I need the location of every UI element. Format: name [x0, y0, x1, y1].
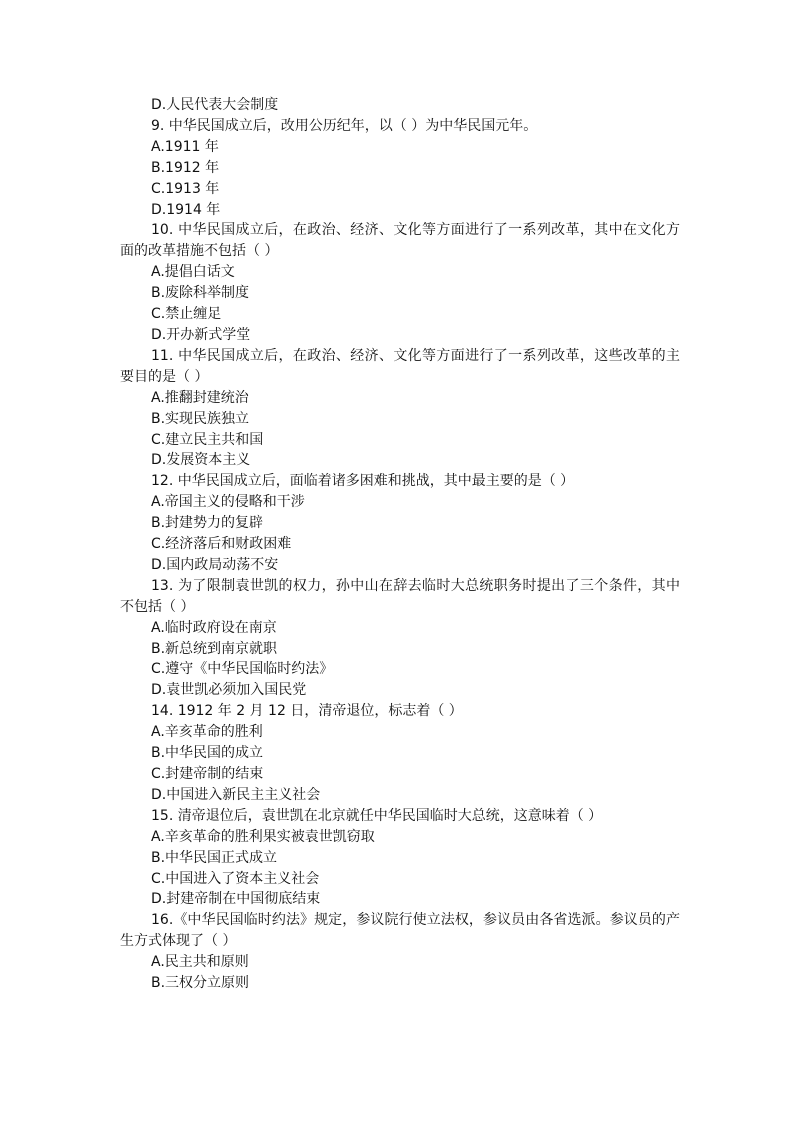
text-line: B.新总统到南京就职 [151, 640, 278, 657]
text-line: D.1914 年 [151, 201, 221, 218]
question-text: 15. 清帝退位后，袁世凯在北京就任中华民国临时大总统，这意味着（ ） [151, 807, 603, 824]
text-line: C.遵守《中华民国临时约法》 [151, 661, 334, 678]
text-line: D.袁世凯必须加入国民党 [151, 682, 307, 699]
text-line: A.帝国主义的侵略和干涉 [151, 494, 305, 511]
question-text: 13. 为了限制袁世凯的权力，孙中山在辞去临时大总统职务时提出了三个条件，其中不包括（ ） [120, 577, 680, 615]
text-line: 12. 中华民国成立后，面临着诸多困难和挑战，其中最主要的是（ ） [151, 473, 575, 490]
text-line: D.人民代表大会制度 [151, 97, 279, 113]
text-line: B.三权分立原则 [151, 975, 250, 992]
text-line: A.辛亥革命的胜利 [151, 724, 263, 741]
text-line: A.辛亥革命的胜利果实被袁世凯窃取 [151, 828, 375, 845]
text-line: C.1913 年 [151, 180, 220, 197]
text-line: C.封建帝制的结束 [151, 766, 264, 782]
text-line: C.经济落后和财政困难 [151, 536, 292, 553]
question-text: 16.《中华民国临时约法》规定，参议院行使立法权，参议员由各省选派。参议员的产生方式体现了（ ） [120, 912, 680, 950]
text-line: B.废除科举制度 [151, 285, 250, 302]
text-line: C.建立民主共和国 [151, 431, 264, 448]
text-line: B.实现民族独立 [151, 410, 250, 427]
question-text: 10. 中华民国成立后，在政治、经济、文化等方面进行了一系列改革，其中在文化方面的改革措施不包括（ ） [120, 222, 680, 260]
text-line: A.临时政府设在南京 [151, 619, 277, 636]
text-line: A.推翻封建统治 [151, 389, 249, 406]
text-line: 14. 1912 年 2 月 12 日，清帝退位，标志着（ ） [151, 703, 463, 720]
text-line: B.1912 年 [151, 159, 220, 176]
text-line: A.民主共和原则 [151, 954, 249, 971]
text-line: D.发展资本主义 [151, 452, 251, 469]
text-line: D.封建帝制在中国彻底结束 [151, 891, 321, 908]
document-page [120, 95, 680, 994]
text-line: B.中华民国正式成立 [151, 849, 278, 866]
text-line: D.中国进入新民主主义社会 [151, 786, 321, 803]
text-line: D.国内政局动荡不安 [151, 556, 279, 573]
text-line: B.中华民国的成立 [151, 745, 264, 762]
question-text: 11. 中华民国成立后，在政治、经济、文化等方面进行了一系列改革，这些改革的主要目的是（ ） [120, 347, 680, 385]
text-line: D.开办新式学堂 [151, 326, 251, 343]
text-line: C.禁止缠足 [151, 306, 222, 323]
text-line: A.1911 年 [151, 138, 219, 155]
text-line: B.封建势力的复辟 [151, 515, 264, 532]
text-line: A.提倡白话文 [151, 264, 235, 281]
text-line: C.中国进入了资本主义社会 [151, 870, 320, 887]
text-line: 9. 中华民国成立后，改用公历纪年，以（ ）为中华民国元年。 [151, 117, 538, 134]
